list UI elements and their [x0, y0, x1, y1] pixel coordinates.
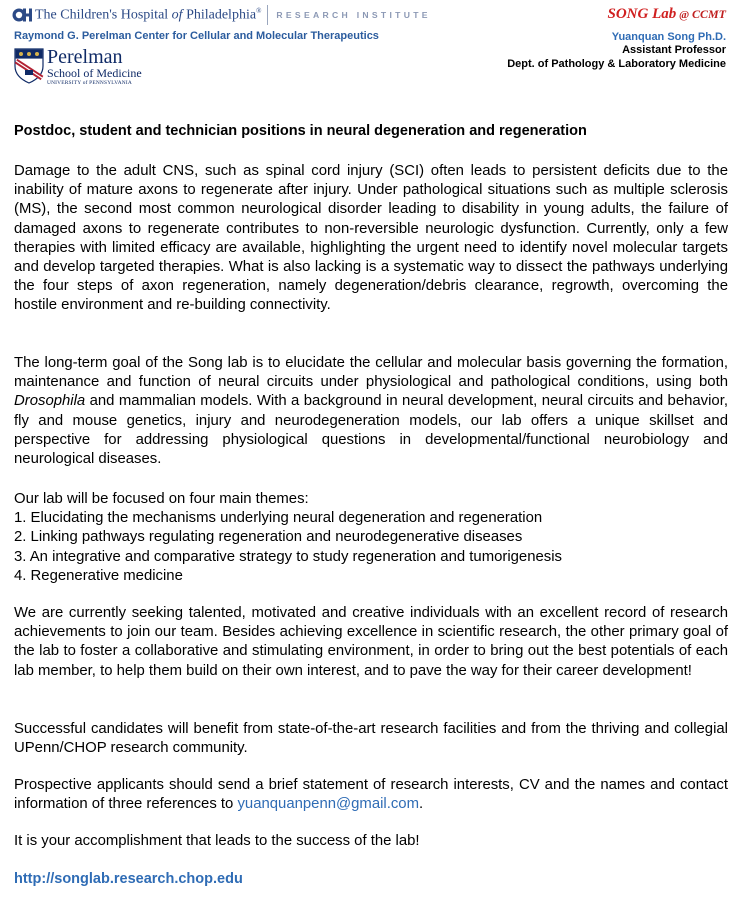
- perelman-subtitle: School of Medicine: [47, 66, 142, 80]
- list-item: 2. Linking pathways regulating regeneration and neurodegenerative diseases: [14, 529, 523, 546]
- paragraph-benefits: Successful candidates will benefit from state-of-the-art research facilities and from the thriving and collegial UPenn/CHOP research community.: [14, 721, 728, 757]
- email-link[interactable]: yuanquanpenn@gmail.com: [237, 796, 419, 813]
- themes-intro: Our lab will be focused on four main themes:: [14, 491, 309, 507]
- list-item: 4. Regenerative medicine: [14, 567, 183, 584]
- lab-website-link[interactable]: http://songlab.research.chop.edu: [14, 871, 243, 887]
- pi-title: Assistant Professor: [622, 44, 726, 56]
- paragraph-apply: Prospective applicants should send a brief statement of research interests, CV and the names and contact information of three references to yuanquanpenn@gmail.com.: [14, 777, 728, 813]
- list-item: 3. An integrative and comparative strategy to study regeneration and tumorigenesis: [14, 548, 562, 565]
- themes-list: [14, 490, 728, 586]
- perelman-logo: [14, 48, 142, 87]
- center-name: Raymond G. Perelman Center for Cellular and Molecular Therapeutics: [14, 30, 379, 42]
- perelman-university: UNIVERSITY of PENNSYLVANIA: [47, 80, 132, 86]
- page-title: Postdoc, student and technician positions in neural degeneration and regeneration: [14, 123, 587, 139]
- research-institute-label: RESEARCH INSTITUTE: [276, 10, 431, 20]
- closing-line: It is your accomplishment that leads to the success of the lab!: [14, 833, 420, 849]
- chop-logo-row: [12, 4, 431, 26]
- perelman-title: Perelman: [47, 46, 123, 68]
- paragraph-background: Damage to the adult CNS, such as spinal cord injury (SCI) often leads to persistent deficits due to the inability of mature axons to regenerate after injury. Under pathological situations such as multiple sclerosis (MS), the second most common neurological disorder leading to disability in young adults, the failure of damaged axons to regenerate contributes to non-reversible neurologic dysfunction. Currently, only a few therapies with limited efficacy are available, highlighting the urgent need to identify novel molecular targets and develop targeted therapies. What is also lacking is a systematic way to dissect the pathways underlying the four steps of axon regeneration, namely degeneration/debris clearance, regrowth, overcoming the hostile environment and re-building connectivity.: [14, 163, 728, 314]
- header-divider: [267, 5, 268, 25]
- chop-name: The Children's Hospital of Philadelphia®: [35, 6, 262, 23]
- list-item: 1. Elucidating the mechanisms underlying neural degeneration and regeneration: [14, 510, 543, 527]
- lab-name: SONG Lab @ CCMT: [607, 6, 726, 22]
- penn-shield-icon: [14, 48, 44, 84]
- chop-logo-icon: [12, 7, 32, 23]
- paragraph-seeking: We are currently seeking talented, motivated and creative individuals with an excellent record of research achievements to join our team. Besides achieving excellence in scientific research, the other primary goal of the lab to foster a collaborative and stimulating environment, in order to bring out the best potentials of each lab member, to help them build on their own interest, and to pave the way for their career development!: [14, 605, 728, 679]
- paragraph-goals: The long-term goal of the Song lab is to elucidate the cellular and molecular basis governing the formation, maintenance and function of neural circuits under physiological and pathological conditions, using both Drosophila and mammalian models. With a background in neural development, neural circuits and behavior, fly and mouse genetics, injury and neurodegeneration models, our lab offers a unique skillset and perspective for addressing physiological questions in developmental/functional neurobiology and neurological diseases.: [14, 355, 728, 468]
- pi-name: Yuanquan Song Ph.D.: [611, 31, 726, 43]
- pi-department: Dept. of Pathology & Laboratory Medicine: [507, 58, 726, 70]
